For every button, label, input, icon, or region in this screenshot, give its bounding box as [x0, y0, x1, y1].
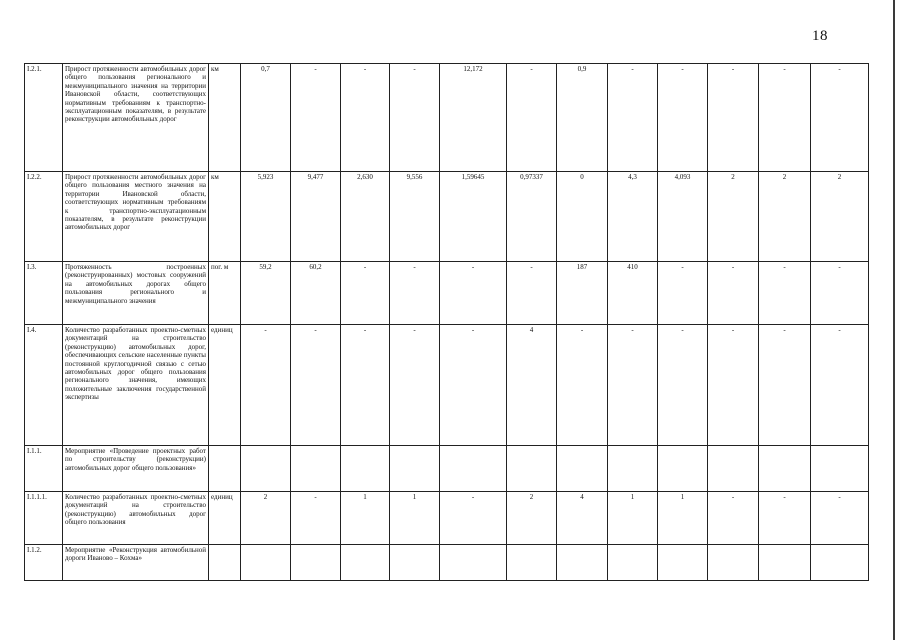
- value-cell: -: [608, 64, 658, 172]
- value-cell: 2: [507, 492, 557, 545]
- value-cell: -: [507, 262, 557, 325]
- row-unit: единиц: [209, 492, 241, 545]
- page-number: 18: [812, 28, 828, 44]
- value-cell: 60,2: [291, 262, 341, 325]
- value-cell: [759, 545, 811, 581]
- row-unit: [209, 446, 241, 492]
- row-unit: [209, 545, 241, 581]
- value-cell: 2: [241, 492, 291, 545]
- value-cell: -: [440, 492, 507, 545]
- value-cell: [291, 545, 341, 581]
- value-cell: [658, 545, 708, 581]
- value-cell: -: [390, 64, 440, 172]
- row-code: I.3.: [25, 262, 63, 325]
- value-cell: -: [608, 325, 658, 446]
- value-cell: 4: [507, 325, 557, 446]
- value-cell: [557, 545, 608, 581]
- value-cell: -: [658, 262, 708, 325]
- value-cell: 1: [658, 492, 708, 545]
- value-cell: 4,093: [658, 172, 708, 262]
- value-cell: 2: [759, 172, 811, 262]
- row-code: I.1.2.: [25, 545, 63, 581]
- value-cell: [759, 446, 811, 492]
- value-cell: 1: [390, 492, 440, 545]
- value-cell: [241, 446, 291, 492]
- value-cell: -: [241, 325, 291, 446]
- value-cell: [241, 545, 291, 581]
- value-cell: 12,172: [440, 64, 507, 172]
- value-cell: -: [811, 325, 869, 446]
- value-cell: 4: [557, 492, 608, 545]
- value-cell: -: [759, 492, 811, 545]
- value-cell: 9,556: [390, 172, 440, 262]
- value-cell: -: [708, 492, 759, 545]
- value-cell: -: [390, 262, 440, 325]
- value-cell: 9,477: [291, 172, 341, 262]
- table-row: [25, 545, 869, 581]
- value-cell: 0: [557, 172, 608, 262]
- value-cell: 1: [341, 492, 390, 545]
- value-cell: [341, 545, 390, 581]
- value-cell: -: [341, 64, 390, 172]
- value-cell: -: [708, 262, 759, 325]
- value-cell: -: [759, 64, 811, 172]
- row-unit: пог. м: [209, 262, 241, 325]
- value-cell: [658, 446, 708, 492]
- row-description: Протяженность построенных (реконструированных) мостовых сооружений на автомобильных дорогах общего пользования регионального и межмуниципального значения: [63, 262, 209, 325]
- value-cell: 1,59645: [440, 172, 507, 262]
- row-unit: единиц: [209, 325, 241, 446]
- row-unit: км: [209, 64, 241, 172]
- value-cell: -: [341, 325, 390, 446]
- row-description: Мероприятие «Реконструкция автомобильной дороги Иваново – Кохма»: [63, 545, 209, 581]
- row-code: I.1.1.: [25, 446, 63, 492]
- table-row: [25, 492, 869, 545]
- row-description: Количество разработанных проектно-сметных документаций на строительство (реконструкцию) автомобильных дорог, обеспечивающих сельские населенные пункты постоянной круглогодичной связью с сетью автомобильных дорог общего пользования регионального значения, имеющих положительные заключения государственной экспертизы: [63, 325, 209, 446]
- value-cell: -: [759, 262, 811, 325]
- value-cell: [708, 545, 759, 581]
- value-cell: [507, 446, 557, 492]
- row-description: Количество разработанных проектно-сметных документаций на строительство (реконструкцию) автомобильных дорог общего пользования: [63, 492, 209, 545]
- value-cell: 2,630: [341, 172, 390, 262]
- value-cell: [507, 545, 557, 581]
- value-cell: 410: [608, 262, 658, 325]
- value-cell: 5,923: [241, 172, 291, 262]
- value-cell: 4,3: [608, 172, 658, 262]
- value-cell: -: [390, 325, 440, 446]
- value-cell: -: [658, 325, 708, 446]
- value-cell: [708, 446, 759, 492]
- value-cell: [557, 446, 608, 492]
- value-cell: -: [708, 64, 759, 172]
- table-row: [25, 262, 869, 325]
- value-cell: -: [708, 325, 759, 446]
- value-cell: -: [341, 262, 390, 325]
- value-cell: -: [291, 64, 341, 172]
- row-description: Прирост протяженности автомобильных дорог общего пользования регионального и межмуниципального значения на территории Ивановской области, соответствующих нормативным требованиям к транспортно-эксплуатационным показателям, в результате реконструкции автомобильных дорог: [63, 64, 209, 172]
- value-cell: [440, 446, 507, 492]
- value-cell: -: [291, 492, 341, 545]
- indicators-table: [24, 63, 869, 581]
- value-cell: -: [440, 325, 507, 446]
- page-edge-shadow: [893, 0, 895, 640]
- row-description: Прирост протяженности автомобильных дорог общего пользования местного значения на территории Ивановской области, соответствующих нормативным требованиям к транспортно-эксплуатационным показателям, в результате реконструкции автомобильных дорог: [63, 172, 209, 262]
- value-cell: 0,9: [557, 64, 608, 172]
- table-row: [25, 446, 869, 492]
- value-cell: -: [811, 262, 869, 325]
- value-cell: -: [811, 64, 869, 172]
- value-cell: [608, 545, 658, 581]
- row-unit: км: [209, 172, 241, 262]
- value-cell: [341, 446, 390, 492]
- value-cell: 2: [811, 172, 869, 262]
- value-cell: -: [759, 325, 811, 446]
- value-cell: -: [658, 64, 708, 172]
- table-row: [25, 172, 869, 262]
- value-cell: [440, 545, 507, 581]
- row-code: I.1.1.1.: [25, 492, 63, 545]
- value-cell: 187: [557, 262, 608, 325]
- value-cell: 1: [608, 492, 658, 545]
- value-cell: 2: [708, 172, 759, 262]
- value-cell: 0,7: [241, 64, 291, 172]
- value-cell: -: [507, 64, 557, 172]
- row-code: I.4.: [25, 325, 63, 446]
- value-cell: 59,2: [241, 262, 291, 325]
- value-cell: [291, 446, 341, 492]
- row-description: Мероприятие «Проведение проектных работ по строительству (реконструкции) автомобильных дорог общего пользования»: [63, 446, 209, 492]
- value-cell: [811, 545, 869, 581]
- row-code: I.2.1.: [25, 64, 63, 172]
- value-cell: -: [440, 262, 507, 325]
- value-cell: -: [557, 325, 608, 446]
- table-row: [25, 325, 869, 446]
- value-cell: 0,97337: [507, 172, 557, 262]
- row-code: I.2.2.: [25, 172, 63, 262]
- value-cell: [608, 446, 658, 492]
- value-cell: [390, 545, 440, 581]
- table-row: [25, 64, 869, 172]
- value-cell: [811, 446, 869, 492]
- value-cell: -: [811, 492, 869, 545]
- value-cell: -: [291, 325, 341, 446]
- value-cell: [390, 446, 440, 492]
